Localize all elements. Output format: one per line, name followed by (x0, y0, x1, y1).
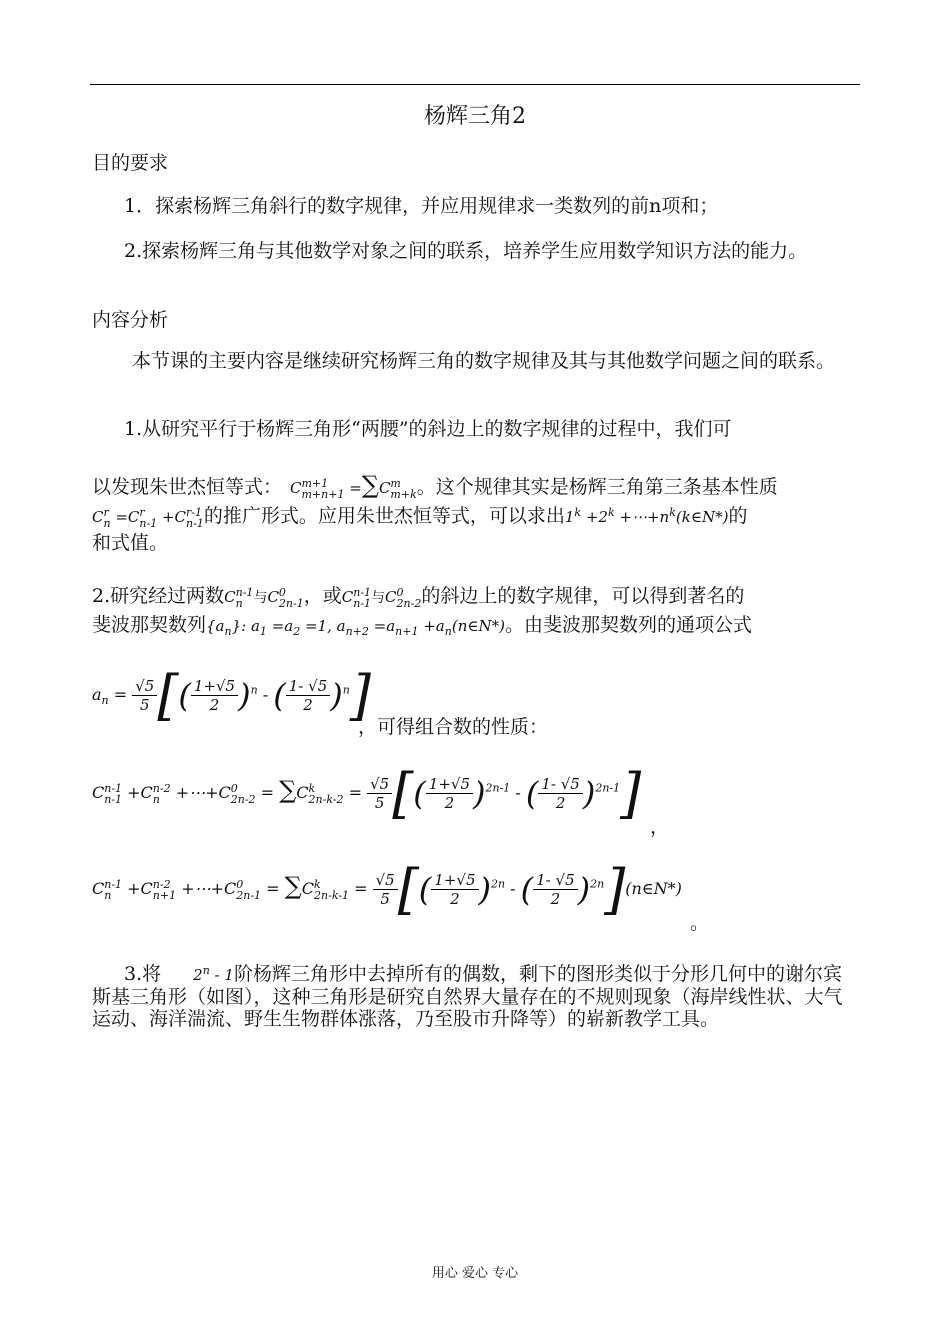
point2-text-g: 。由斐波那契数列的通项公式 (504, 614, 752, 636)
combinatorial-identity-2: Cn-1 n +Cn-2 n+1 +⋯+C0 2n-1 = ∑Ck 2n-k-1 = $\frac{√5}{5}$ [( $\frac{1+√5}{2}$ )$^{2n}$ - ( $\frac{1- √5}{2}$ )$^{2n}$](n∈N*) (92, 858, 682, 921)
combinatorial-identity-1: Cn-1 n-1 +Cn-2 n +⋯+C0 2n-2 = ∑Ck 2n-k-2 = $\frac{√5}{5}$ [( $\frac{1+√5}{2}$ )$^{2n-1}$ - ( $\frac{1- √5}{2}$ )$^{2n-1}$] (92, 762, 642, 825)
point1-text-c: 。这个规律其实是杨辉三角第三条基本性质 (416, 476, 778, 498)
power-sum-formula: $1^k +2^k$ $+\cdots+n^k(k\in N*)$ (564, 506, 729, 526)
intro-paragraph: 本节课的主要内容是继续研究杨辉三角的数字规律及其与其他数学问题之间的联系。 (132, 350, 836, 372)
point2-text-b: 与 (253, 590, 268, 606)
section-heading-goals: 目的要求 (92, 152, 169, 174)
page-footer: 用心 爱心 专心 (431, 1266, 519, 1281)
point1-text-e: 的 (728, 505, 748, 527)
point1-line3 (92, 502, 860, 529)
point1-text-b: 以发现朱世杰恒等式： (92, 476, 283, 498)
point1-line2 (92, 471, 860, 501)
point1-line1: 1.从研究平行于杨辉三角形“两腰”的斜边上的数字规律的过程中，我们可 (124, 418, 732, 440)
point2-line1 (92, 585, 860, 609)
binom-c-0-2n-2: C0 2n-2 (385, 586, 422, 610)
point2-text-e: 的斜边上的数字规律，可以得到著名的 (421, 585, 745, 607)
header-rule (90, 84, 860, 85)
formula2-period: 。 (690, 912, 710, 934)
binom-c-n-1-n-1: Cn-1 n-1 (341, 586, 372, 610)
point3-text-b: 阶杨辉三角形中去掉所有的偶数，剩下的图形类似于分形几何中的谢尔宾斯基三角形（如图），这种三角形是研究自然界大量存在的不规则现象（海岸线性状、大气运动、海洋湍流、野生生物群体涨落，乃至股市升降等）的崭新教学工具。 (92, 963, 843, 1030)
page-title: 杨辉三角2 (424, 104, 526, 129)
section-heading-content: 内容分析 (92, 309, 169, 331)
formula1-comma: ， (650, 816, 670, 838)
pascal-property-formula: Cr n =Cr n-1 +Cr-1 n-1 (92, 506, 204, 530)
point1-text-d: 的推广形式。应用朱世杰恒等式，可以求出 (203, 505, 565, 527)
zhu-shijie-identity: Cm+1 m+n+1 =∑Cm m+k (290, 471, 417, 501)
point1-line4: 和式值。 (92, 532, 169, 554)
binom-c-0-2n-1: C0 2n-1 (267, 586, 304, 610)
binom-c-n-1-n: Cn-1 n (224, 586, 254, 610)
fibonacci-definition: $\{a_n\}$: $a_1 =a_2 =1$, $a_{n+2} =a_{n+1}$ $+a_n(n\in N*)$ (206, 617, 505, 638)
point2-text-d: 与 (371, 590, 386, 606)
point2-line2 (92, 614, 860, 643)
order-formula: 2$^n$ - 1 (193, 964, 234, 984)
point3-paragraph (92, 960, 860, 1030)
goal-1: 1．探索杨辉三角斜行的数字规律，并应用规律求一类数列的前n项和； (124, 195, 719, 217)
point2-text-h: ，可得组合数的性质： (358, 716, 549, 738)
point2-text-a: 2.研究经过两数 (92, 585, 225, 607)
fibonacci-general-term: $a_n$ = $\frac{√5}{5}$ [( $\frac{1+√5}{2}$ )$^n$ - ( $\frac{1- √5}{2}$ )$^n$] (92, 664, 371, 727)
point3-text-a: 3.将 (124, 963, 162, 985)
point2-text-c: ，或 (303, 585, 342, 607)
point2-text-f: 斐波那契数列 (92, 614, 207, 636)
goal-2: 2.探索杨辉三角与其他数学对象之间的联系，培养学生应用数学知识方法的能力。 (124, 240, 808, 262)
